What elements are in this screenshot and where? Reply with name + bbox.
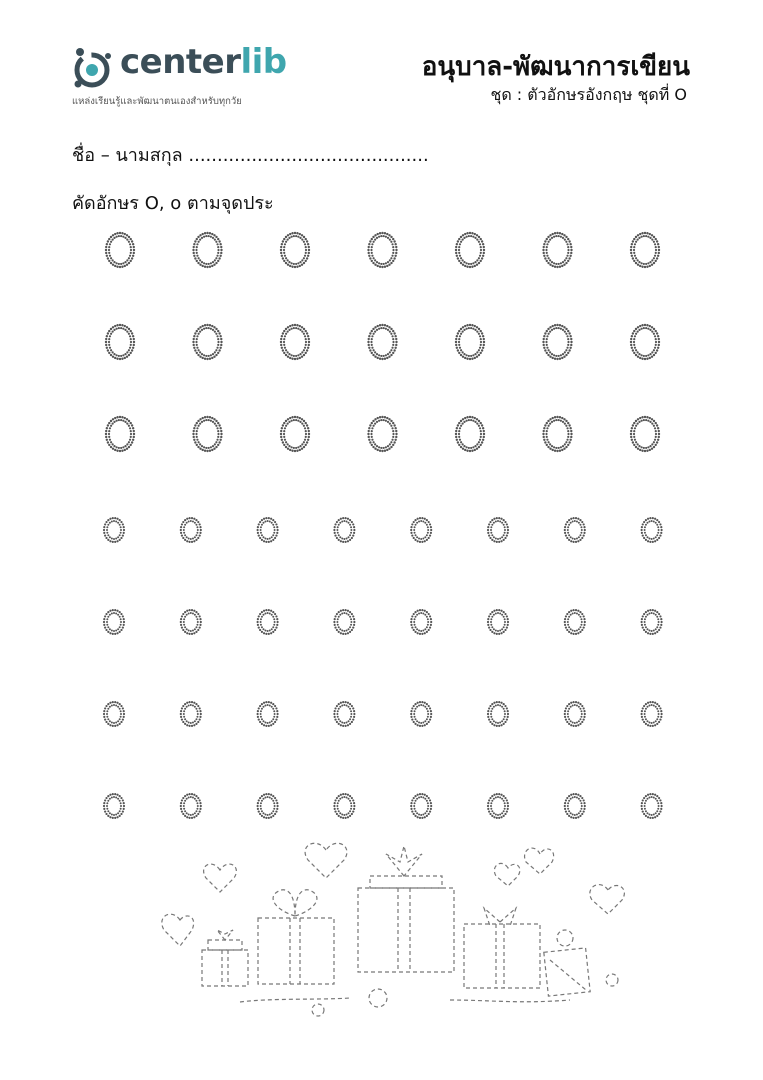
uppercase-o-inner-trace: [633, 327, 657, 357]
lowercase-o-inner-trace: [336, 796, 352, 816]
uppercase-o-inner-trace: [458, 327, 482, 357]
uppercase-o-inner-trace: [195, 419, 219, 449]
uppercase-o-inner-trace: [108, 419, 132, 449]
lowercase-o-inner-trace: [567, 612, 583, 632]
uppercase-o-inner-trace: [633, 235, 657, 265]
logo-tagline: แหล่งเรียนรู้และพัฒนาตนเองสำหรับทุกวัย: [72, 96, 242, 107]
uppercase-o-inner-trace: [545, 235, 569, 265]
lowercase-o-inner-trace: [336, 520, 352, 540]
uppercase-o-inner-trace: [108, 327, 132, 357]
instruction-text: คัดอักษร O, o ตามจุดประ: [72, 193, 274, 214]
page-title: อนุบาล-พัฒนาการเขียน: [421, 52, 690, 82]
uppercase-o-inner-trace: [370, 327, 394, 357]
lowercase-o-inner-trace: [413, 612, 429, 632]
lowercase-o-inner-trace: [490, 612, 506, 632]
logo-wordmark-part1: center: [120, 42, 241, 82]
lowercase-o-inner-trace: [106, 704, 122, 724]
uppercase-o-inner-trace: [195, 327, 219, 357]
lowercase-o-inner-trace: [644, 520, 660, 540]
uppercase-o-inner-trace: [283, 235, 307, 265]
lowercase-o-inner-trace: [413, 704, 429, 724]
lowercase-o-inner-trace: [413, 796, 429, 816]
uppercase-o-inner-trace: [458, 235, 482, 265]
lowercase-o-inner-trace: [490, 796, 506, 816]
lowercase-o-inner-trace: [106, 612, 122, 632]
lowercase-o-inner-trace: [183, 704, 199, 724]
lowercase-o-inner-trace: [413, 520, 429, 540]
name-field-label: ชื่อ – นามสกุล ..........................................: [72, 145, 429, 166]
gifts-hearts-illustration: [150, 830, 630, 1030]
lowercase-o-inner-trace: [106, 520, 122, 540]
uppercase-o-inner-trace: [545, 419, 569, 449]
lowercase-o-inner-trace: [490, 704, 506, 724]
uppercase-o-inner-trace: [370, 235, 394, 265]
lowercase-o-inner-trace: [336, 612, 352, 632]
lowercase-o-inner-trace: [644, 704, 660, 724]
lowercase-o-inner-trace: [644, 796, 660, 816]
lowercase-o-inner-trace: [567, 796, 583, 816]
uppercase-o-inner-trace: [283, 419, 307, 449]
uppercase-o-inner-trace: [545, 327, 569, 357]
lowercase-o-inner-trace: [336, 704, 352, 724]
uppercase-o-inner-trace: [633, 419, 657, 449]
page-subtitle: ชุด : ตัวอักษรอังกฤษ ชุดที่ O: [490, 85, 687, 104]
lowercase-o-inner-trace: [183, 612, 199, 632]
uppercase-o-inner-trace: [108, 235, 132, 265]
lowercase-o-inner-trace: [183, 796, 199, 816]
logo-wordmark-part2: lib: [240, 42, 287, 82]
lowercase-o-inner-trace: [644, 612, 660, 632]
lowercase-o-inner-trace: [183, 520, 199, 540]
lowercase-o-inner-trace: [567, 704, 583, 724]
uppercase-o-inner-trace: [283, 327, 307, 357]
uppercase-o-inner-trace: [370, 419, 394, 449]
lowercase-o-inner-trace: [567, 520, 583, 540]
uppercase-o-inner-trace: [458, 419, 482, 449]
uppercase-o-inner-trace: [195, 235, 219, 265]
lowercase-o-inner-trace: [260, 704, 276, 724]
lowercase-o-inner-trace: [490, 520, 506, 540]
lowercase-o-inner-trace: [106, 796, 122, 816]
lowercase-o-inner-trace: [260, 520, 276, 540]
lowercase-o-inner-trace: [260, 612, 276, 632]
lowercase-o-inner-trace: [260, 796, 276, 816]
